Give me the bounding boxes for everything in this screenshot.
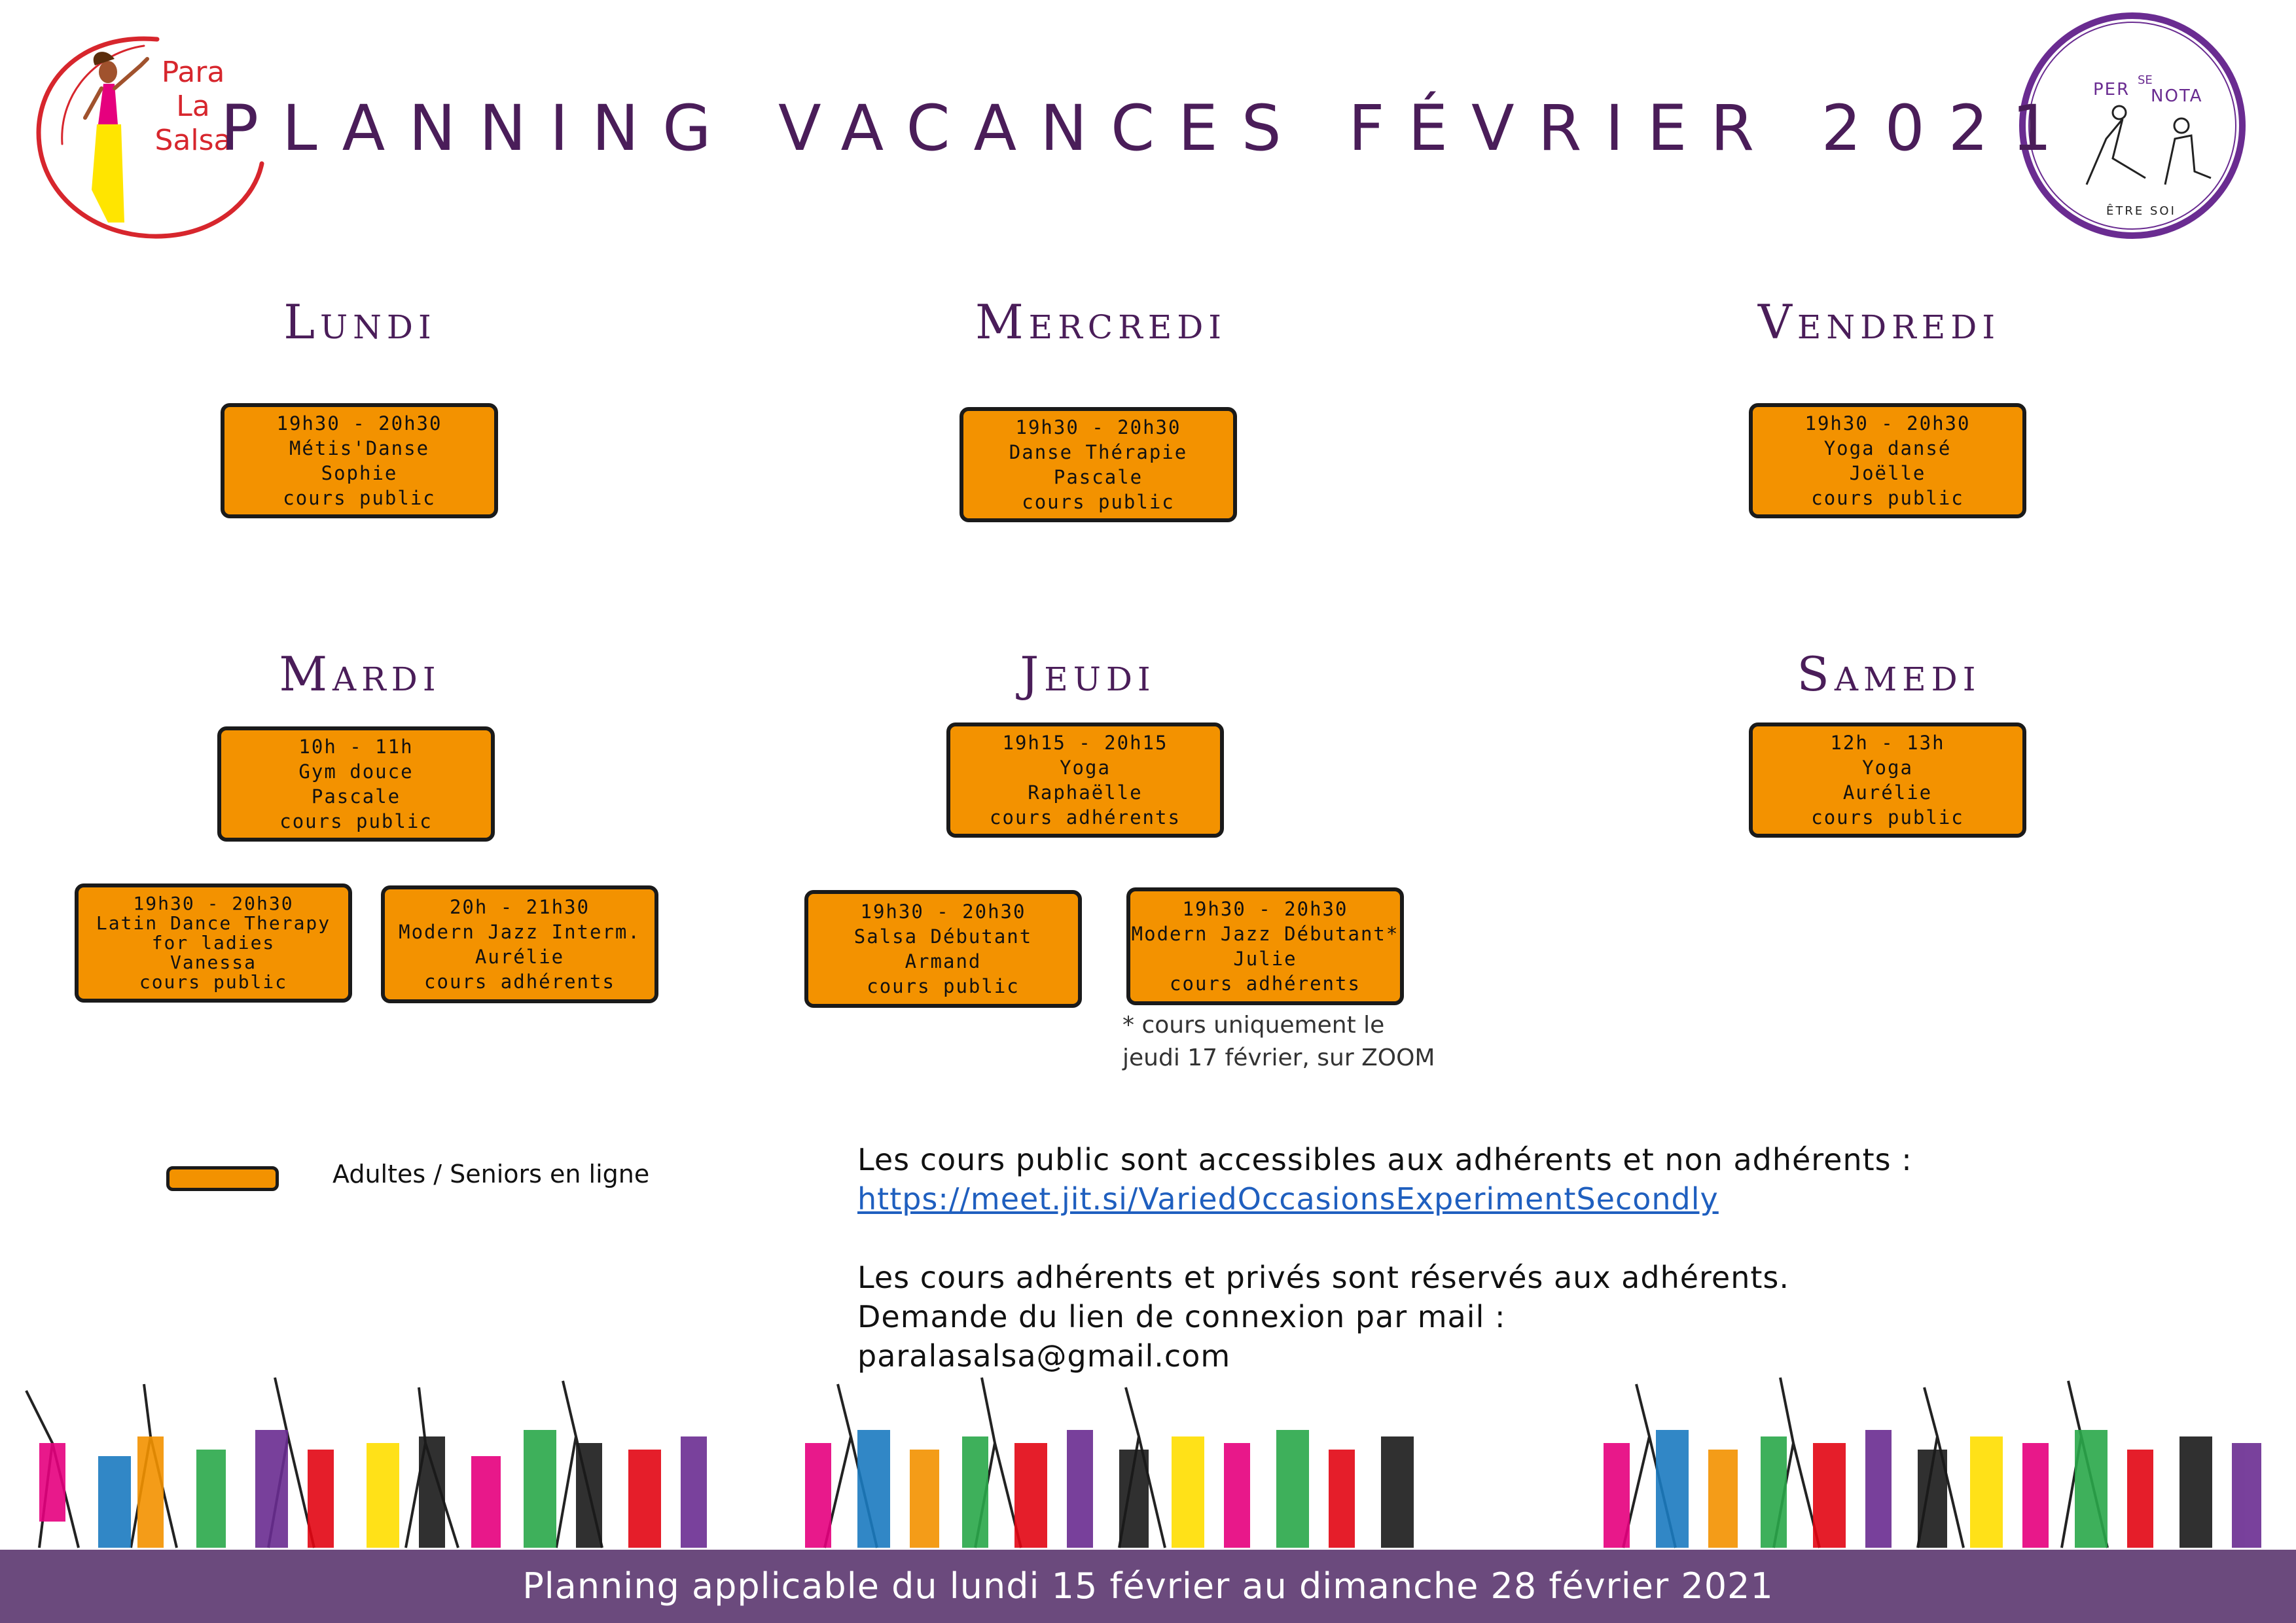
footnote-line2: jeudi 17 février, sur ZOOM bbox=[1122, 1044, 1435, 1071]
logo-text-la: La bbox=[176, 90, 210, 123]
course-time: 19h30 - 20h30 bbox=[133, 893, 294, 914]
day-heading-jeudi: Jeudi bbox=[1020, 647, 1156, 702]
course-time: 10h - 11h bbox=[298, 736, 414, 758]
course-type: cours public bbox=[1811, 806, 1964, 829]
info-public-courses: Les cours public sont accessibles aux adhérents et non adhérents : bbox=[857, 1142, 1912, 1177]
course-time: 12h - 13h bbox=[1830, 732, 1945, 754]
course-card-samedi-yoga bbox=[1749, 722, 2026, 838]
course-card-mardi-modern-jazz-interm bbox=[381, 885, 658, 1003]
course-name-line2: for ladies bbox=[151, 932, 276, 954]
info-request-link: Demande du lien de connexion par mail : bbox=[857, 1299, 1506, 1334]
logo-text-salsa: Salsa bbox=[154, 124, 232, 157]
course-time: 19h30 - 20h30 bbox=[1015, 416, 1181, 438]
course-card-mercredi-danse-therapie bbox=[960, 407, 1237, 522]
course-type: cours public bbox=[139, 971, 288, 993]
course-name: Yoga dansé bbox=[1823, 437, 1952, 459]
course-card-mardi-latin-dance-therapy bbox=[75, 883, 352, 1003]
course-card-jeudi-modern-jazz-debutant bbox=[1126, 887, 1404, 1005]
course-type: cours public bbox=[867, 975, 1020, 997]
page-title: PLANNING VACANCES FÉVRIER 2021 bbox=[221, 92, 2075, 165]
course-type: cours adhérents bbox=[1170, 972, 1361, 995]
course-name: Latin Dance Therapy bbox=[96, 912, 331, 934]
info-block bbox=[857, 1140, 2232, 1376]
day-heading-mardi: Mardi bbox=[279, 647, 441, 702]
course-teacher: Sophie bbox=[321, 462, 398, 484]
course-name: Modern Jazz Interm. bbox=[399, 921, 641, 943]
course-teacher: Aurélie bbox=[1842, 781, 1933, 804]
course-time: 20h - 21h30 bbox=[449, 896, 590, 918]
day-heading-mercredi: Mercredi bbox=[975, 294, 1227, 349]
course-teacher: Pascale bbox=[311, 785, 401, 808]
course-teacher: Raphaëlle bbox=[1028, 781, 1143, 804]
course-teacher: Julie bbox=[1233, 948, 1297, 970]
course-name: Modern Jazz Débutant* bbox=[1131, 923, 1399, 945]
legend-label: Adultes / Seniors en ligne bbox=[332, 1160, 650, 1188]
course-teacher: Vanessa bbox=[170, 952, 257, 973]
course-type: cours public bbox=[283, 487, 436, 509]
course-card-lundi-metis-danse bbox=[221, 403, 498, 518]
course-time: 19h30 - 20h30 bbox=[276, 412, 442, 435]
day-heading-samedi: Samedi bbox=[1797, 647, 1981, 702]
course-time: 19h30 - 20h30 bbox=[860, 901, 1026, 923]
logo-word-se: SE bbox=[2138, 73, 2153, 87]
course-name: Gym douce bbox=[298, 760, 414, 783]
legend-swatch bbox=[166, 1166, 279, 1191]
dancers-illustration bbox=[0, 1364, 2296, 1550]
course-card-jeudi-salsa-debutant bbox=[804, 890, 1082, 1008]
course-teacher: Armand bbox=[905, 950, 982, 972]
jitsi-meeting-link[interactable]: https://meet.jit.si/VariedOccasionsExperimentSecondly bbox=[857, 1181, 1719, 1217]
footer-banner: Planning applicable du lundi 15 février au dimanche 28 février 2021 bbox=[0, 1550, 2296, 1623]
course-name: Yoga bbox=[1862, 757, 1913, 779]
course-type: cours adhérents bbox=[424, 971, 615, 993]
course-teacher: Joëlle bbox=[1849, 462, 1926, 484]
course-type: cours public bbox=[1811, 487, 1964, 509]
day-heading-lundi: Lundi bbox=[283, 294, 437, 349]
logo-word-nota: NOTA bbox=[2151, 86, 2203, 106]
course-card-jeudi-yoga bbox=[946, 722, 1224, 838]
course-teacher: Pascale bbox=[1053, 466, 1143, 488]
course-name: Salsa Débutant bbox=[853, 925, 1033, 948]
course-name: Yoga bbox=[1060, 757, 1111, 779]
logo-word-per: PER bbox=[2093, 80, 2130, 99]
logo-motto: ÊTRE SOI bbox=[2106, 204, 2176, 218]
course-teacher: Aurélie bbox=[475, 946, 565, 968]
course-time: 19h30 - 20h30 bbox=[1804, 412, 1971, 435]
course-name: Métis'Danse bbox=[289, 437, 430, 459]
info-member-courses: Les cours adhérents et privés sont réservés aux adhérents. bbox=[857, 1260, 1790, 1295]
logo-text-para: Para bbox=[161, 56, 225, 89]
course-type: cours public bbox=[1022, 491, 1175, 513]
course-name: Danse Thérapie bbox=[1009, 441, 1188, 463]
course-type: cours adhérents bbox=[990, 806, 1181, 829]
footnote bbox=[1122, 1009, 1435, 1075]
contact-email[interactable]: paralasalsa@gmail.com bbox=[857, 1338, 1231, 1374]
course-time: 19h30 - 20h30 bbox=[1182, 898, 1348, 920]
day-heading-vendredi: Vendredi bbox=[1757, 294, 2001, 349]
course-type: cours public bbox=[279, 810, 433, 832]
footnote-line1: * cours uniquement le bbox=[1122, 1012, 1385, 1039]
course-time: 19h15 - 20h15 bbox=[1002, 732, 1168, 754]
course-card-mardi-gym-douce bbox=[217, 726, 495, 842]
dancers-illustration-graphic bbox=[0, 1364, 2296, 1550]
course-card-vendredi-yoga-danse bbox=[1749, 403, 2026, 518]
